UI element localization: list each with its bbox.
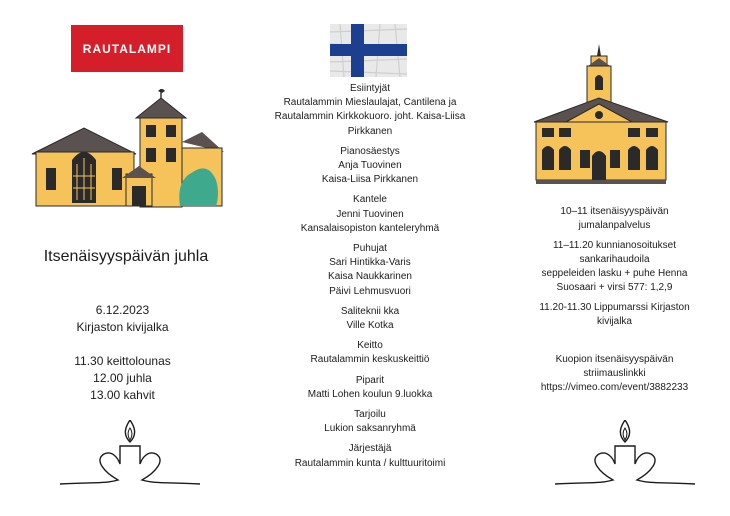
event-date: 6.12.2023	[95, 303, 150, 317]
schedule-item: 13.00 kahvit	[90, 388, 155, 402]
program-line: 11.20-11.30 Lippumarssi Kirjaston	[539, 302, 690, 313]
section-line: Anja Tuovinen	[338, 160, 402, 172]
section-line: Pirkkanen	[347, 125, 393, 137]
section-heading: Saliteknii kka	[340, 305, 400, 317]
section-line: Rautalammin keskuskeittiö	[310, 354, 430, 366]
credit-section-kantele	[255, 193, 485, 236]
finnish-flag-icon	[330, 24, 407, 77]
library-building-illustration	[28, 88, 224, 210]
program-line: 11–11.20 kunnianosoitukset	[552, 240, 677, 251]
section-heading: Järjestäjä	[348, 443, 392, 455]
section-line: Rautalammin Mieslaulajat, Cantilena ja	[283, 97, 457, 109]
section-line: Lukion saksanryhmä	[324, 423, 416, 435]
section-line: Kaisa-Liisa Pirkkanen	[321, 174, 419, 186]
program-credits	[255, 82, 485, 477]
rautalampi-logo	[71, 25, 183, 72]
program-line: sankarihaudoila	[579, 254, 650, 265]
section-line: Rautalammin Kirkkokuoro. joht. Kaisa-Liisa	[274, 111, 466, 123]
program-line: jumalanpalvelus	[578, 220, 651, 231]
section-line: Sari Hintikka-Varis	[329, 257, 411, 269]
section-line: Matti Lohen koulun 9.luokka	[307, 388, 433, 400]
program-line: kivijalka	[596, 316, 632, 327]
section-line: Ville Kotka	[346, 320, 394, 332]
credit-section-soup	[255, 339, 485, 367]
section-heading: Kantele	[353, 194, 387, 206]
section-line: Kansalaisopiston kanteleryhmä	[300, 222, 440, 234]
program-line: seppeleiden lasku + puhe Henna	[541, 268, 688, 279]
section-heading: Puhujat	[353, 243, 387, 255]
credit-section-serving	[255, 408, 485, 436]
credit-section-piano	[255, 145, 485, 188]
candle-heart-icon	[60, 420, 200, 495]
schedule-item: 12.00 juhla	[93, 371, 152, 385]
credit-section-speakers	[255, 242, 485, 299]
section-heading: Esiintyjät	[349, 83, 390, 94]
schedule-item: 11.30 keittolounas	[74, 354, 171, 368]
event-details	[40, 302, 205, 404]
program-item	[522, 239, 707, 295]
stream-line: Kuopion itsenäisyyspäivän	[555, 354, 674, 365]
section-heading: Keitto	[357, 340, 383, 352]
credit-section-hall-tech	[255, 305, 485, 333]
program-line: 10–11 itsenäisyyspäivän	[560, 206, 669, 217]
program-line: Suosaari + virsi 577: 1,2,9	[556, 282, 673, 293]
section-heading: Piparit	[355, 374, 385, 386]
stream-info	[522, 353, 707, 395]
church-program	[522, 205, 707, 395]
credit-section-performers	[255, 82, 485, 139]
event-place: Kirjaston kivijalka	[76, 320, 169, 334]
section-line: Kaisa Naukkarinen	[328, 271, 412, 283]
section-heading: Pianosäestys	[340, 145, 400, 157]
candle-heart-icon	[555, 420, 695, 495]
section-line: Jenni Tuovinen	[336, 208, 404, 220]
church-building-illustration	[526, 40, 676, 185]
section-heading: Tarjoilu	[354, 409, 386, 421]
section-line: Rautalammin kunta / kulttuuritoimi	[294, 457, 446, 469]
credit-section-organizer	[255, 442, 485, 470]
stream-line: striimauslinkki	[583, 368, 646, 379]
section-line: Päivi Lehmusvuori	[329, 285, 411, 297]
program-item	[522, 301, 707, 329]
program-item	[522, 205, 707, 233]
stream-link[interactable]: https://vimeo.com/event/3882233	[540, 382, 689, 393]
event-title: Itsenäisyyspäivän juhla	[43, 248, 209, 265]
logo-text: RAUTALAMPI	[82, 41, 172, 56]
credit-section-cookies	[255, 374, 485, 402]
